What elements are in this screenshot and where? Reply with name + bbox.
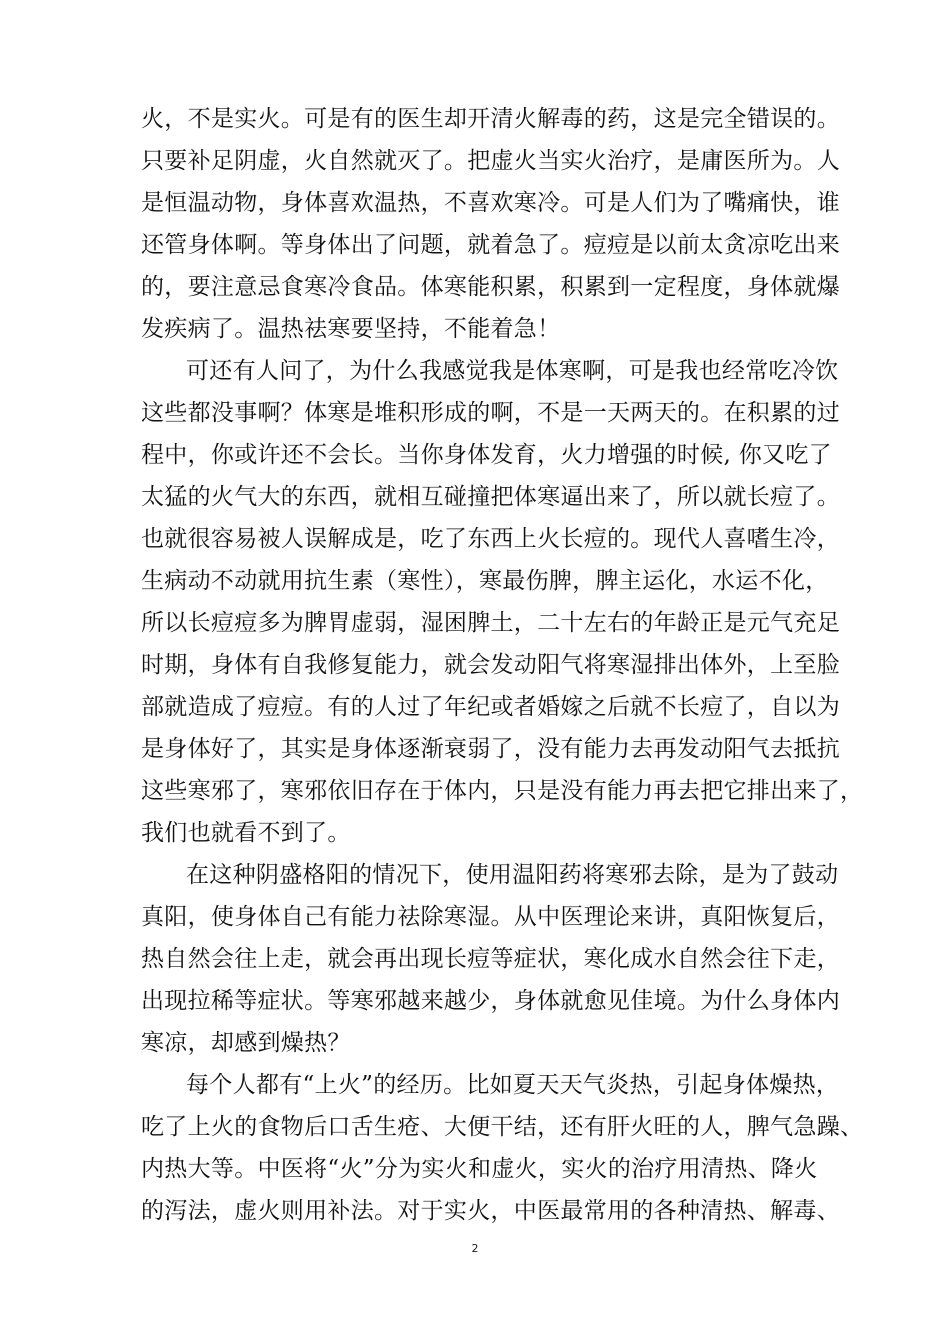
text-line: 是恒温动物，身体喜欢温热，不喜欢寒冷。可是人们为了嘴痛快，谁: [141, 190, 840, 216]
text-line: 太猛的火气大的东西，就相互碰撞把体寒逼出来了，所以就长痘了。: [141, 484, 840, 510]
text-line: 出现拉稀等症状。等寒邪越来越少，身体就愈见佳境。为什么身体内: [141, 988, 840, 1014]
text-line: 所以长痘痘多为脾胃虚弱，湿困脾土，二十左右的年龄正是元气充足: [141, 610, 840, 636]
page-number: 2: [471, 1242, 479, 1255]
text-line: 热自然会往上走，就会再出现长痘等症状，寒化成水自然会往下走，: [141, 946, 840, 972]
text-line: 也就很容易被人误解成是，吃了东西上火长痘的。现代人喜嗜生冷，: [141, 526, 840, 552]
text-line: 生病动不动就用抗生素（寒性），寒最伤脾，脾主运化，水运不化，: [141, 568, 829, 594]
text-line: 还管身体啊。等身体出了问题，就着急了。痘痘是以前太贪凉吃出来: [141, 232, 840, 258]
text-line: 这些寒邪了，寒邪依旧存在于体内，只是没有能力再去把它排出来了，: [141, 778, 864, 804]
text-line: 的，要注意忌食寒冷食品。体寒能积累，积累到一定程度，身体就爆: [141, 274, 840, 300]
text-line: 内热大等。中医将“火”分为实火和虚火，实火的治疗用清热、降火: [141, 1156, 818, 1182]
text-line: 寒凉，却感到燥热？: [141, 1030, 351, 1056]
text-line: 这些都没事啊？体寒是堆积形成的啊，不是一天两天的。在积累的过: [141, 400, 840, 426]
text-line: 真阳，使身体自己有能力祛除寒湿。从中医理论来讲，真阳恢复后，: [141, 904, 840, 930]
text-line: 火，不是实火。可是有的医生却开清火解毒的药，这是完全错误的。: [141, 106, 840, 132]
text-line: 的泻法，虚火则用补法。对于实火，中医最常用的各种清热、解毒、: [141, 1198, 840, 1224]
text-line: 我们也就看不到了。: [141, 820, 351, 846]
text-line: 发疾病了。温热祛寒要坚持，不能着急！: [141, 316, 561, 342]
text-line: 时期，身体有自我修复能力，就会发动阳气将寒湿排出体外，上至脸: [141, 652, 840, 678]
text-line: 程中，你或许还不会长。当你身体发育，火力增强的时候, 你又吃了: [141, 442, 832, 468]
text-line: 是身体好了，其实是身体逐渐衰弱了，没有能力去再发动阳气去抵抗: [141, 736, 840, 762]
text-line: 部就造成了痘痘。有的人过了年纪或者婚嫁之后就不长痘了，自以为: [141, 694, 840, 720]
paragraph-first-line: 可还有人问了，为什么我感觉我是体寒啊，可是我也经常吃冷饮: [186, 358, 839, 384]
paragraph-first-line: 每个人都有“上火”的经历。比如夏天天气炎热，引起身体燥热，: [186, 1072, 840, 1098]
text-line: 吃了上火的食物后口舌生疮、大便干结，还有肝火旺的人，脾气急躁、: [141, 1114, 864, 1140]
paragraph-first-line: 在这种阴盛格阳的情况下，使用温阳药将寒邪去除，是为了鼓动: [186, 862, 839, 888]
text-line: 只要补足阴虚，火自然就灭了。把虚火当实火治疗，是庸医所为。人: [141, 148, 840, 174]
